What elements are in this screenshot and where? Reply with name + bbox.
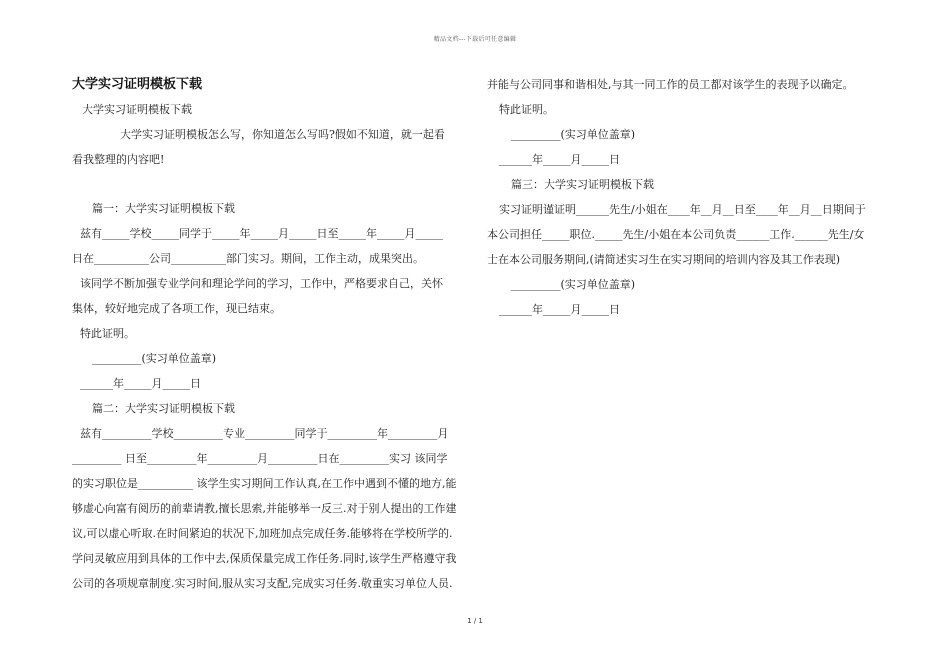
section-1-date: ______年_____月_____日: [80, 377, 201, 390]
right-certify: 特此证明。: [499, 103, 554, 116]
intro-line-1: 大学实习证明模板怎么写，你知道怎么写吗?假如不知道，就一起看: [120, 128, 445, 141]
continued-line: 并能与公司同事和谐相处,与其一同工作的员工都对该学生的表现予以确定。: [487, 78, 854, 91]
section-2-line-6: 学问灵敏应用到具体的工作中去,保质保量完成工作任务.同时,该学生严格遵守我: [72, 552, 457, 565]
section-2-heading: 篇二：大学实习证明模板下载: [92, 402, 235, 415]
section-1-heading: 篇一：大学实习证明模板下载: [92, 202, 235, 215]
page-number: 1 / 1: [467, 617, 483, 625]
section-1-stamp: _________(实习单位盖章): [92, 352, 217, 365]
section-3-line-2: 本公司担任_____职位._____先生/小姐在本公司负责______工作.______先生/女: [487, 228, 865, 241]
right-date-2: ______年_____月_____日: [499, 303, 620, 316]
section-1-line-2: 日在__________公司__________部门实习。期间，工作主动，成果突出。: [72, 252, 424, 265]
section-3-line-1: 实习证明谨证明______先生/小姐在____年__月__日至____年__月__日期间于: [499, 203, 866, 216]
document-title: 大学实习证明模板下载: [72, 77, 203, 92]
section-2-line-3: 的实习职位是__________ 该学生实习期间工作认真,在工作中遇到不懂的地方,能: [72, 477, 457, 490]
section-2-line-1: 兹有_________学校_________专业_________同学于_________年_________月: [80, 427, 449, 440]
document-subtitle: 大学实习证明模板下载: [82, 103, 192, 116]
section-1-line-3: 该同学不断加强专业学问和理论学问的学习，工作中，严格要求自己，关怀: [80, 277, 443, 290]
right-stamp-2: _________(实习单位盖章): [511, 278, 636, 291]
section-3-heading: 篇三：大学实习证明模板下载: [511, 178, 654, 191]
right-stamp-1: _________(实习单位盖章): [511, 128, 636, 141]
section-2-line-7: 公司的各项规章制度.实习时间,服从实习支配,完成实习任务.敬重实习单位人员.: [72, 577, 453, 590]
section-2-line-5: 议,可以虚心听取.在时间紧迫的状况下,加班加点完成任务.能够将在学校所学的.: [72, 527, 453, 540]
section-3-line-3: 士在本公司服务期间,(请简述实习生在实习期间的培训内容及其工作表现): [487, 253, 841, 266]
header-note: 精品文档---下载后可任意编辑: [433, 36, 517, 43]
section-1-certify: 特此证明。: [80, 327, 135, 340]
left-column: [72, 72, 472, 596]
right-column: [487, 72, 887, 322]
section-2-line-4: 够虚心向富有阅历的前辈请教,擅长思索,并能够举一反三.对于别人提出的工作建: [72, 502, 457, 515]
intro-line-2: 看我整理的内容吧!: [72, 153, 165, 166]
section-1-line-1: 兹有_____学校_____同学于_____年_____月_____日至_____年_____月_____: [80, 227, 443, 240]
section-2-line-2: _________ 日至_________年_________月_________日在_________实习 该同学: [72, 452, 448, 465]
right-date-1: ______年_____月_____日: [499, 153, 620, 166]
section-1-line-4: 集体，较好地完成了各项工作，现已结束。: [72, 302, 281, 315]
